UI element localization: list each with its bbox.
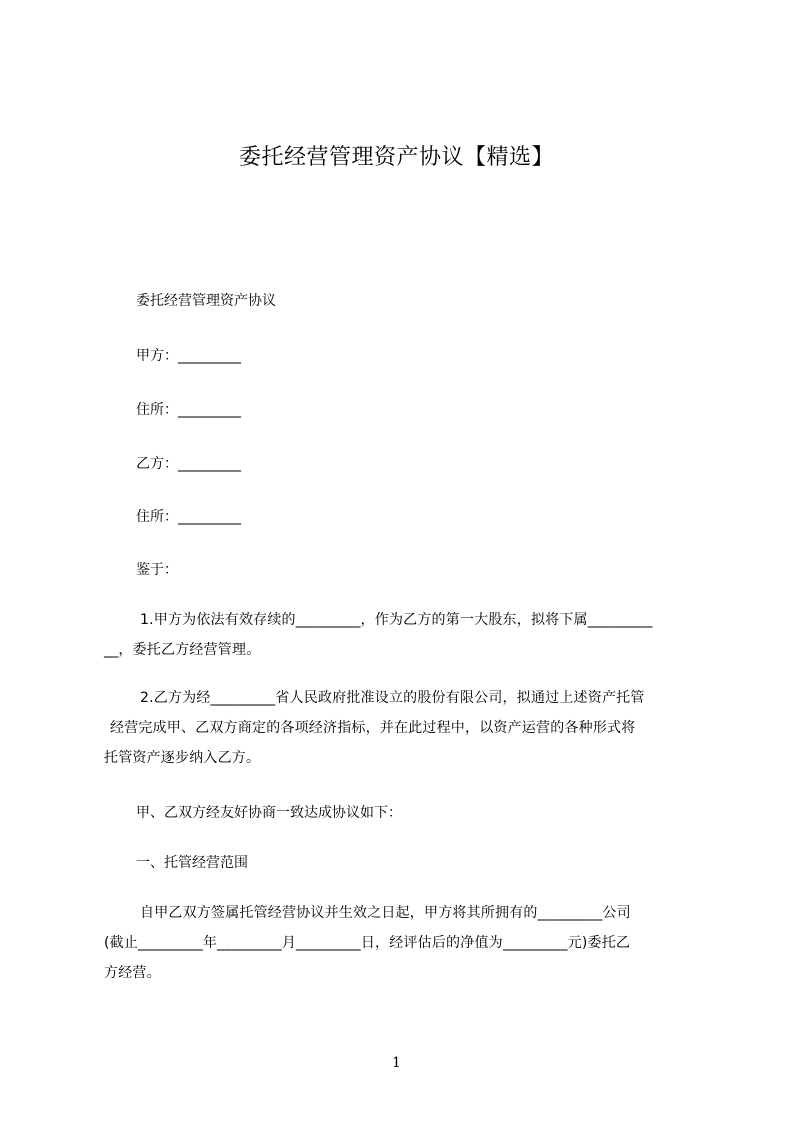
whereas-heading: 鉴于： [136,562,178,578]
section-1-line-2: (截止_________年_________月_________日，经评估后的净值为_________元)委托乙 [104,935,631,951]
page-number: 1 [392,1055,401,1071]
clause-2-line-1: 2.乙方为经_________省人民政府批准设立的股份有限公司，拟通过上述资产托管 [140,690,645,706]
section-1-line-1: 自甲乙双方签属托管经营协议并生效之日起，甲方将其所拥有的_________公司 [140,905,631,921]
document-title: 委托经营管理资产协议【精选】 [238,145,554,170]
clause-2-line-2: 经营完成甲、乙双方商定的各项经济指标，并在此过程中，以资产运营的各种形式将 [110,720,636,736]
party-a-field: 甲方：_________ [136,348,241,364]
agreement-intro: 甲、乙双方经友好协商一致达成协议如下： [136,805,402,821]
agreement-subtitle: 委托经营管理资产协议 [136,293,276,309]
party-a-address-field: 住所：_________ [136,402,241,418]
clause-2 [104,683,645,773]
clause-1-line-1: 1.甲方为依法有效存续的_________，作为乙方的第一大股东，拟将下属_________ [140,612,653,628]
party-b-field: 乙方：_________ [136,456,241,472]
clause-1 [104,605,653,665]
section-1-body [104,898,631,988]
clause-1-line-2: __，委托乙方经营管理。 [104,642,261,658]
section-1-line-3: 方经营。 [104,965,161,981]
section-1-heading: 一、托管经营范围 [136,855,248,871]
party-b-address-field: 住所：_________ [136,509,241,525]
clause-2-line-3: 托管资产逐步纳入乙方。 [104,750,261,766]
